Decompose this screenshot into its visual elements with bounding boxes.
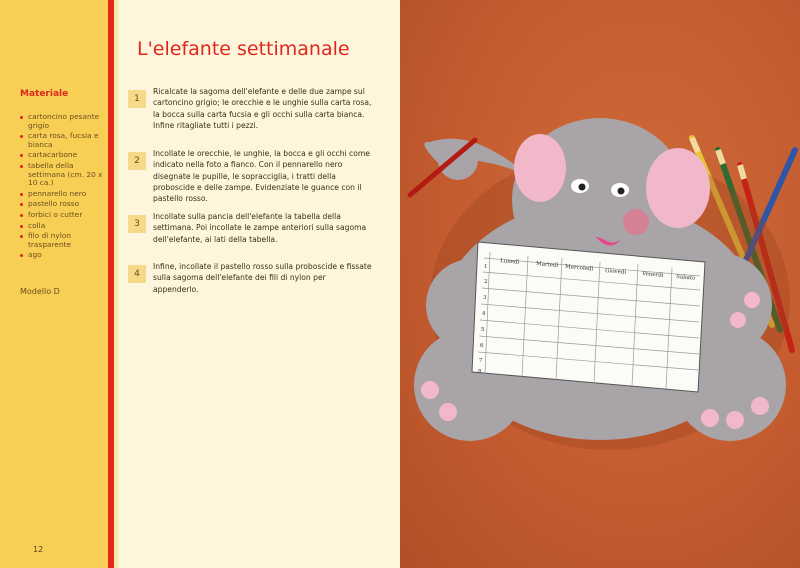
cheek — [623, 209, 649, 235]
material-item: tabella della settimana (cm. 20 x 10 ca.) — [20, 162, 106, 188]
material-item: forbici o cutter — [20, 211, 106, 220]
step-number: 1 — [128, 90, 146, 108]
row-number: 1 — [484, 264, 488, 270]
day-label: Mercoledì — [564, 264, 594, 273]
material-item: cartoncino pesante grigio — [20, 113, 106, 130]
material-item: pastello rosso — [20, 200, 106, 209]
page-number: 12 — [33, 545, 44, 554]
row-number: 5 — [481, 327, 485, 333]
step-2 — [128, 148, 373, 204]
step-text: Infine, incollate il pastello rosso sulla proboscide e fissate sulla sagoma dell'elefante dei fili di nylon per appenderlo. — [153, 262, 372, 294]
materials-title: Materiale — [20, 89, 69, 99]
step-1 — [128, 86, 373, 131]
row-number: 8 — [478, 369, 482, 375]
step-4 — [128, 261, 373, 295]
week-table — [472, 242, 705, 392]
day-label: Giovedì — [604, 268, 627, 276]
day-label: Venerdì — [641, 271, 664, 279]
step-number: 2 — [128, 152, 146, 170]
materials-list — [20, 113, 106, 262]
material-item: colla — [20, 222, 106, 231]
row-number: 7 — [479, 358, 483, 364]
step-number: 3 — [128, 215, 146, 233]
step-text: Ricalcate la sagoma dell'elefante e delle due zampe sul cartoncino grigio; le orecchie e le unghie sulla carta rosa, la bocca sulla carta fucsia e gli occhi sulla carta bianca. Infine ritagliate tutti i pezzi. — [153, 87, 372, 130]
material-item: pennarello nero — [20, 190, 106, 199]
step-text: Incollate le orecchie, le unghie, la bocca e gli occhi come indicato nella foto a fianco. Con il pennarello nero disegnate le pupille, le sopracciglia, i tratti della proboscide e delle zampe. Evidenziate le guance con il pastello rosso. — [153, 149, 370, 204]
row-number: 3 — [483, 295, 487, 301]
material-item: filo di nylon trasparente — [20, 232, 106, 249]
step-3 — [128, 211, 373, 245]
materials-sidebar — [0, 0, 108, 568]
elephant-craft-illustration — [400, 0, 800, 568]
row-number: 2 — [484, 279, 488, 285]
material-item: carta rosa, fucsia e bianca — [20, 132, 106, 149]
material-item: cartacarbone — [20, 151, 106, 160]
page-title: L'elefante settimanale — [137, 38, 350, 60]
step-text: Incollate sulla pancia dell'elefante la tabella della settimana. Poi incollate le zampe anteriori sulla sagoma dell'elefante, ai lati della tabella. — [153, 212, 367, 244]
step-number: 4 — [128, 265, 146, 283]
elephant-photo — [400, 0, 800, 568]
day-label: Sabato — [675, 274, 696, 282]
row-number: 4 — [482, 311, 486, 317]
model-label: Modello D — [20, 287, 60, 296]
material-item: ago — [20, 251, 106, 260]
row-number: 6 — [480, 343, 484, 349]
day-label: Lunedì — [499, 258, 520, 266]
day-label: Martedì — [535, 261, 559, 269]
